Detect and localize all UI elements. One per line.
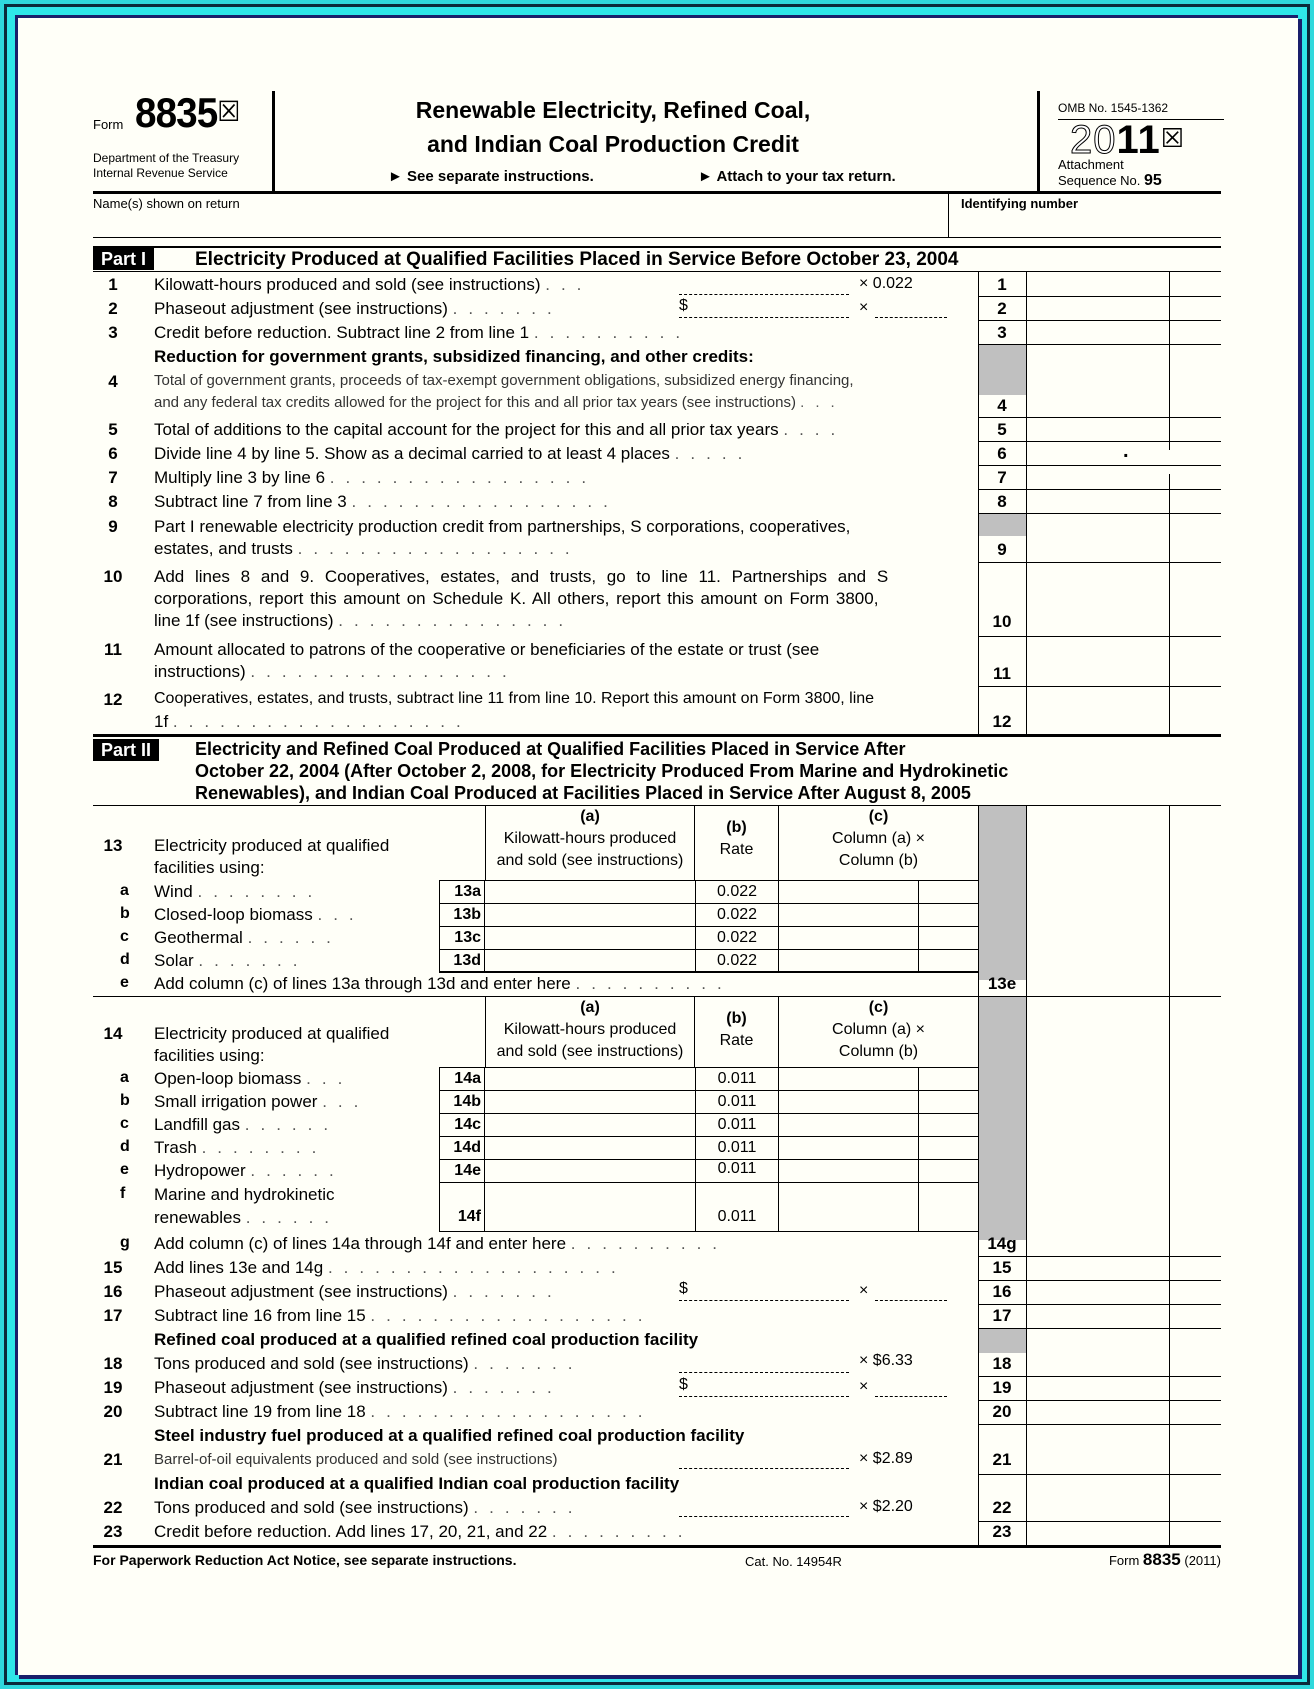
amount-field-5[interactable] <box>1027 418 1221 441</box>
shaded-cell <box>979 1329 1026 1353</box>
product-input-14a[interactable] <box>779 1068 919 1091</box>
col-c-header-14: (c) Column (a) × Column (b) <box>832 999 925 1060</box>
line-text: line 1f (see instructions) ............... <box>154 611 575 630</box>
cents-input-14f[interactable] <box>919 1183 978 1232</box>
kwh-input-14e[interactable] <box>485 1160 695 1183</box>
line-text: Credit before reduction. Add lines 17, 20, 21, and 22 ......... <box>154 1522 694 1541</box>
line-text: Divide line 4 by line 5. Show as a decimal carried to at least 4 places ..... <box>154 444 754 463</box>
amount-field-14g[interactable] <box>1027 1233 1221 1256</box>
table-row: c Landfill gas ...... 14c 0.011 <box>93 1114 978 1137</box>
rate-value: 0.011 <box>695 1091 779 1114</box>
box-number: 5 <box>997 420 1007 439</box>
line-text: Electricity produced at qualified <box>154 1024 390 1043</box>
section-subheading: Steel industry fuel produced at a qualified refined coal production facility <box>154 1426 745 1445</box>
phaseout-factor-input-2[interactable] <box>875 317 947 318</box>
kwh-input-13d[interactable] <box>485 950 695 973</box>
form-number: 8835☒ <box>135 89 240 136</box>
line-text: Electricity produced at qualified <box>154 836 390 855</box>
box-number: 19 <box>992 1378 1012 1397</box>
checkbox-glyph-icon: ☒ <box>1160 123 1186 153</box>
line-text: Kilowatt-hours produced and sold (see instructions) ... <box>154 275 593 294</box>
multiplier-text: × $2.89 <box>859 1450 913 1467</box>
product-input-14f[interactable] <box>779 1183 919 1232</box>
amount-field-18[interactable] <box>1027 1329 1221 1376</box>
table-row: d Solar ....... 13d 0.022 <box>93 950 978 973</box>
line-code: 13a <box>439 881 485 904</box>
shaded-cell <box>979 514 1026 536</box>
amount-field-2[interactable] <box>1027 297 1221 320</box>
omb-number: OMB No. 1545-1362 <box>1058 101 1224 120</box>
line-text: Cooperatives, estates, and trusts, subtract line 11 from line 10. Report this amount on Form 3800, line <box>154 690 875 707</box>
box-number: 18 <box>992 1354 1012 1373</box>
cents-input-14d[interactable] <box>919 1137 978 1160</box>
line-number: 11 <box>104 640 122 659</box>
line-text: Part I renewable electricity production credit from partnerships, S corporations, cooperatives, <box>154 517 851 536</box>
kwh-input-14c[interactable] <box>485 1114 695 1137</box>
product-input-14b[interactable] <box>779 1091 919 1114</box>
form-title-line2: and Indian Coal Production Credit <box>427 131 799 157</box>
amount-field-10[interactable] <box>1027 563 1221 636</box>
paperwork-notice: For Paperwork Reduction Act Notice, see separate instructions. <box>93 1552 517 1568</box>
cents-input-13c[interactable] <box>919 927 978 950</box>
checkbox-glyph-icon: ☒ <box>217 96 240 127</box>
name-row <box>93 194 1221 238</box>
line-text: Subtract line 7 from line 3 ................. <box>154 492 619 511</box>
kwh-input-13b[interactable] <box>485 904 695 927</box>
amount-field-9[interactable] <box>1027 514 1221 562</box>
line-number: 18 <box>103 1354 123 1373</box>
box-number: 15 <box>992 1258 1012 1277</box>
rate-value: 0.022 <box>695 904 779 927</box>
line-number: 16 <box>103 1282 123 1301</box>
kwh-input-13c[interactable] <box>485 927 695 950</box>
footer-form-id: Form 8835 (2011) <box>1108 1550 1221 1569</box>
line-text: Phaseout adjustment (see instructions) ....... <box>154 299 563 318</box>
instruction-see-separate: ► See separate instructions. <box>388 168 594 185</box>
box-number: 21 <box>992 1450 1012 1469</box>
multiplier-text: × $6.33 <box>859 1352 913 1369</box>
amount-field-15[interactable] <box>1027 1257 1221 1280</box>
table-row: a Open-loop biomass ... 14a 0.011 <box>93 1068 978 1091</box>
rate-value: 0.011 <box>695 1137 779 1160</box>
line-number: 13 <box>103 836 123 855</box>
product-input-13c[interactable] <box>779 927 919 950</box>
cents-input-14c[interactable] <box>919 1114 978 1137</box>
box-number: 12 <box>992 712 1012 731</box>
box-number: 1 <box>997 275 1007 294</box>
rate-value: 0.022 <box>695 927 779 950</box>
line-code: 14c <box>439 1114 485 1137</box>
line-text: Total of government grants, proceeds of tax-exempt government obligations, subsidized energy financing, <box>154 372 854 389</box>
amount-field-1[interactable] <box>1027 272 1221 296</box>
line-number: 6 <box>108 444 118 463</box>
instruction-attach: ► Attach to your tax return. <box>698 168 896 185</box>
line-text: Credit before reduction. Subtract line 2 from line 1 .......... <box>154 323 692 342</box>
shaded-cell <box>979 806 1026 980</box>
phaseout-factor-input-16[interactable] <box>875 1300 947 1301</box>
line-number: 20 <box>103 1402 123 1421</box>
line-code: 13b <box>439 904 485 927</box>
amount-field-7[interactable] <box>1027 466 1221 489</box>
line-number: 10 <box>103 567 123 586</box>
line-code: 13c <box>439 927 485 950</box>
line-text: and any federal tax credits allowed for the project for this and all prior tax years (see instructions) ... <box>154 394 846 411</box>
amount-field-20[interactable] <box>1027 1401 1221 1424</box>
amount-field-19[interactable] <box>1027 1377 1221 1400</box>
section-subheading: Refined coal produced at a qualified refined coal production facility <box>154 1330 699 1349</box>
amount-field-17[interactable] <box>1027 1305 1221 1328</box>
table-row: f Marine and hydrokinetic renewables ...... 14f 0.011 <box>93 1183 978 1232</box>
box-number: 2 <box>997 299 1007 318</box>
product-input-14e[interactable] <box>779 1160 919 1183</box>
dollar-sign: $ <box>679 1376 688 1393</box>
line-number: 17 <box>103 1306 123 1325</box>
line-text: Total of additions to the capital account for the project for this and all prior tax years .... <box>154 420 847 439</box>
source-label: Geothermal ...... <box>154 928 342 947</box>
identifying-number-field[interactable] <box>948 194 1221 238</box>
box-number: 16 <box>992 1282 1012 1301</box>
line-number: 19 <box>103 1378 123 1397</box>
line-text: Tons produced and sold (see instructions) ....... <box>154 1498 584 1517</box>
line-number: 5 <box>108 420 118 439</box>
identifying-number-label: Identifying number <box>961 196 1078 211</box>
line-number: 4 <box>108 372 118 391</box>
decimal-point: . <box>1123 440 1129 462</box>
product-input-13a[interactable] <box>779 881 919 904</box>
part1-tag: Part I <box>93 248 154 270</box>
line-text: Subtract line 19 from line 18 .................. <box>154 1402 654 1421</box>
amount-field-16[interactable] <box>1027 1281 1221 1304</box>
line-number: 7 <box>108 468 118 487</box>
form-header <box>93 91 1221 194</box>
product-input-13d[interactable] <box>779 950 919 973</box>
line-text: Subtract line 16 from line 15 .................. <box>154 1306 654 1325</box>
line-number: 3 <box>108 323 118 342</box>
line-number: 23 <box>103 1522 123 1541</box>
line-text: Amount allocated to patrons of the cooperative or beneficiaries of the estate or trust (see <box>154 640 820 659</box>
amount-field-11[interactable] <box>1027 637 1221 686</box>
kwh-input-13a[interactable] <box>485 881 695 904</box>
barrels-input-21[interactable] <box>679 1468 849 1469</box>
col-b-header-14: (b) Rate <box>695 997 779 1067</box>
dollar-sign: $ <box>679 297 688 314</box>
tax-year: 2011☒ <box>1070 118 1186 162</box>
amount-field-13e[interactable] <box>1027 973 1221 996</box>
multiplier-text: × <box>859 1282 869 1299</box>
phaseout-input-19[interactable] <box>679 1396 849 1397</box>
kwh-input-14a[interactable] <box>485 1068 695 1091</box>
line-number: 8 <box>108 492 118 511</box>
box-number: 23 <box>992 1522 1012 1541</box>
box-number: 4 <box>997 396 1007 415</box>
col-a-header-14: (a) Kilowatt-hours produced and sold (see instructions) <box>485 997 695 1067</box>
cents-input-13d[interactable] <box>919 950 978 973</box>
box-number: 9 <box>997 540 1007 559</box>
part2-tag: Part II <box>93 739 159 761</box>
dollar-sign: $ <box>679 1280 688 1297</box>
tons-input-22[interactable] <box>679 1516 849 1517</box>
table-row: d Trash ........ 14d 0.011 <box>93 1137 978 1160</box>
amount-field-3[interactable] <box>1027 321 1221 344</box>
tons-input-18[interactable] <box>679 1372 849 1373</box>
line-number: 1 <box>108 275 118 294</box>
line-letter: e <box>120 974 129 991</box>
box-number: 3 <box>997 323 1007 342</box>
col-a-header: (a) Kilowatt-hours produced and sold (see instructions) <box>485 806 695 880</box>
cents-input-13a[interactable] <box>919 881 978 904</box>
omb-block <box>1037 91 1221 191</box>
form-title-line1: Renewable Electricity, Refined Coal, <box>415 97 811 123</box>
line-letter: g <box>120 1234 130 1251</box>
multiplier-text: × $2.20 <box>859 1498 913 1515</box>
form-page <box>93 91 1221 1575</box>
box-number: 10 <box>992 612 1012 631</box>
amount-field-12[interactable] <box>1027 687 1221 734</box>
form-word: Form <box>93 117 124 132</box>
line-text: Add lines 13e and 14g ................... <box>154 1258 627 1277</box>
part2-title: Electricity and Refined Coal Produced at Qualified Facilities Placed in Service After October 22, 2004 (After October 2, 2008, for Electricity Produced From Marine and Hydrokinetic Renewables), and Indian Coal Produced at Facilities Placed in Service After August 8, 2005 <box>195 739 1009 803</box>
amount-field-22[interactable] <box>1027 1475 1221 1521</box>
name-label: Name(s) shown on return <box>93 196 240 211</box>
kwh-input-14f[interactable] <box>485 1183 695 1232</box>
catalog-number: Cat. No. 14954R <box>745 1554 842 1569</box>
attachment-sequence: Attachment Sequence No. 95 <box>1058 157 1162 189</box>
table-row: c Geothermal ...... 13c 0.022 <box>93 927 978 950</box>
rate-value: 0.022 <box>695 881 779 904</box>
rate-value: 0.022 <box>695 950 779 973</box>
phaseout-factor-input-19[interactable] <box>875 1396 947 1397</box>
decimal-field-6[interactable] <box>1027 442 1221 465</box>
multiplier-text: × <box>859 299 869 316</box>
table-row: b Small irrigation power ... 14b 0.011 <box>93 1091 978 1114</box>
line-code: 14d <box>439 1137 485 1160</box>
line-code: 14f <box>439 1183 485 1232</box>
cents-input-14e[interactable] <box>919 1160 978 1183</box>
line-number: 21 <box>103 1450 123 1469</box>
part2-lines <box>93 806 1221 1528</box>
line-text: corporations, report this amount on Schedule K. All others, report this amount on Form 3800, <box>154 589 879 608</box>
shaded-cell <box>979 997 1026 1240</box>
line-23-row <box>93 1521 1221 1545</box>
multiplier-text: × 0.022 <box>859 275 913 292</box>
form-footer <box>93 1545 1221 1575</box>
part2-header <box>93 734 1221 806</box>
amount-field-23[interactable] <box>1027 1521 1221 1545</box>
col-c-header: (c) Column (a) × Column (b) <box>832 808 925 869</box>
line-text: Tons produced and sold (see instructions) ....... <box>154 1354 584 1373</box>
kwh-input-14d[interactable] <box>485 1137 695 1160</box>
cents-input-14b[interactable] <box>919 1091 978 1114</box>
line-text: estates, and trusts .................. <box>154 539 581 558</box>
line-text: Multiply line 3 by line 6 ................. <box>154 468 598 487</box>
amount-field-8[interactable] <box>1027 490 1221 513</box>
box-number: 8 <box>997 492 1007 511</box>
product-input-14d[interactable] <box>779 1137 919 1160</box>
line-text: facilities using: <box>154 1046 265 1065</box>
phaseout-input-2[interactable] <box>679 317 849 318</box>
name-field[interactable] <box>93 212 943 236</box>
product-input-14c[interactable] <box>779 1114 919 1137</box>
source-label: Solar ....... <box>154 951 309 970</box>
line-number: 2 <box>108 299 118 318</box>
line-text: facilities using: <box>154 858 265 877</box>
rate-value: 0.011 <box>695 1183 779 1232</box>
line-text: Phaseout adjustment (see instructions) ....... <box>154 1282 563 1301</box>
box-number: 20 <box>992 1402 1012 1421</box>
kwh-input-1[interactable] <box>679 294 849 295</box>
rate-value: 0.011 <box>695 1160 779 1183</box>
line-number: 22 <box>103 1498 123 1517</box>
line-number: 15 <box>103 1258 123 1277</box>
cents-input-13b[interactable] <box>919 904 978 927</box>
rate-value: 0.011 <box>695 1114 779 1137</box>
col-b-header: (b) Rate <box>695 806 779 880</box>
multiplier-text: × <box>859 1378 869 1395</box>
line-code: 14a <box>439 1068 485 1091</box>
line-code: 14b <box>439 1091 485 1114</box>
line-number: 9 <box>108 517 118 536</box>
box-number: 7 <box>997 468 1007 487</box>
box-number: 11 <box>993 664 1011 683</box>
line-text: Phaseout adjustment (see instructions) ....... <box>154 1378 563 1397</box>
line-text: Add column (c) of lines 13a through 13d and enter here .......... <box>154 974 733 993</box>
form-title-block <box>278 91 1048 191</box>
phaseout-input-16[interactable] <box>679 1300 849 1301</box>
table-row: a Wind ........ 13a 0.022 <box>93 881 978 904</box>
line-text: Add column (c) of lines 14a through 14f and enter here .......... <box>154 1234 729 1253</box>
line-code: 14e <box>439 1160 485 1183</box>
line-text: Barrel-of-oil equivalents produced and sold (see instructions) <box>154 1451 558 1468</box>
source-label: Closed-loop biomass ... <box>154 905 365 924</box>
shaded-cell <box>979 345 1026 395</box>
line-text: instructions) ................. <box>154 662 518 681</box>
section-subheading: Reduction for government grants, subsidized financing, and other credits: <box>154 347 754 366</box>
amount-field-4[interactable] <box>1027 345 1221 417</box>
section-subheading: Indian coal produced at a qualified Indian coal production facility <box>154 1474 680 1493</box>
box-number: 14g <box>987 1234 1017 1253</box>
line-number: 12 <box>103 690 123 709</box>
kwh-input-14b[interactable] <box>485 1091 695 1114</box>
source-label: Wind ........ <box>154 882 324 901</box>
line-code: 13d <box>439 950 485 973</box>
product-input-13b[interactable] <box>779 904 919 927</box>
amount-field-21[interactable] <box>1027 1425 1221 1474</box>
box-number: 17 <box>992 1306 1012 1325</box>
table-row: b Closed-loop biomass ... 13b 0.022 <box>93 904 978 927</box>
table-row: e Hydropower ...... 14e 0.011 <box>93 1160 978 1183</box>
cents-input-14a[interactable] <box>919 1068 978 1091</box>
rate-value: 0.011 <box>695 1068 779 1091</box>
department: Department of the Treasury Internal Revenue Service <box>93 151 240 180</box>
box-number: 13e <box>987 974 1017 993</box>
line-text: Add lines 8 and 9. Cooperatives, estates, and trusts, go to line 11. Partnerships and S <box>154 567 889 586</box>
line-number: 14 <box>103 1024 123 1043</box>
part1-lines <box>93 272 1221 734</box>
part1-title: Electricity Produced at Qualified Facilities Placed in Service Before October 23, 2004 <box>195 249 959 270</box>
part1-header <box>93 246 1221 272</box>
line-text: 1f ................... <box>154 712 472 731</box>
box-number: 6 <box>997 444 1007 463</box>
box-number: 22 <box>992 1498 1012 1517</box>
